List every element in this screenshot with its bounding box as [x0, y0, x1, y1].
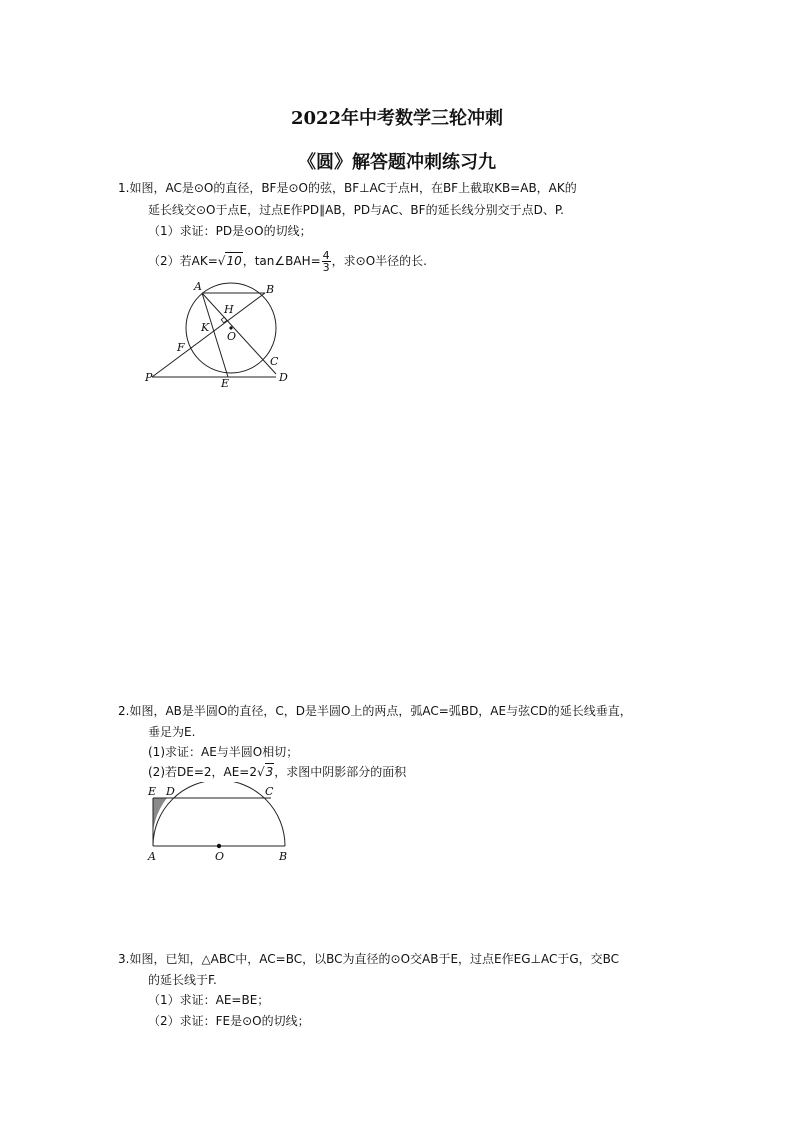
q1-fraction — [322, 250, 331, 273]
q1-label-p: P — [145, 371, 153, 384]
q3-part2: （2）求证：FE是⊙O的切线； — [148, 1014, 310, 1028]
q1-figure — [140, 278, 300, 390]
q1-part2-text-a: （2）若AK= — [148, 254, 218, 268]
q1-line-bp — [152, 293, 265, 377]
q1-part2 — [148, 250, 427, 273]
q1-label-d: D — [279, 371, 288, 384]
page-subtitle: 《圆》解答题冲刺练习九 — [298, 152, 496, 173]
q2-label-b: B — [279, 850, 288, 863]
q2-part1: (1)求证：AE与半圆O相切； — [148, 745, 299, 759]
q2-label-o: O — [215, 850, 225, 863]
q1-part2-text-c: ，求⊙O半径的长. — [331, 254, 427, 268]
q2-center-dot — [217, 844, 221, 848]
q1-sqrt-radicand: 10 — [226, 254, 242, 268]
q1-label-e: E — [221, 377, 230, 390]
q3-line2: 的延长线于F. — [148, 973, 217, 987]
q2-part2-text-a: (2)若DE=2，AE= — [148, 765, 250, 779]
q2-label-d: D — [166, 785, 175, 798]
q3-part1: （1）求证：AE=BE； — [148, 993, 270, 1007]
q2-line2: 垂足为E. — [148, 725, 196, 739]
q1-label-c: C — [270, 355, 279, 368]
q2-line1: 2.如图，AB是半圆O的直径，C，D是半圆O上的两点，弧AC=弧BD，AE与弦CD的延长线垂直， — [118, 704, 632, 718]
sqrt-icon: √ — [217, 254, 226, 268]
q1-label-b: B — [266, 283, 275, 296]
q2-shaded-region — [153, 798, 167, 846]
sqrt-icon: √ — [257, 765, 265, 779]
q2-coef: 2 — [249, 765, 257, 779]
q3-line1: 3.如图，已知，△ABC中，AC=BC，以BC为直径的⊙O交AB于E，过点E作EG⊥AC于G，交BC — [118, 952, 620, 966]
q2-figure — [140, 782, 300, 866]
q1-label-f: F — [177, 341, 185, 354]
q1-line2: 延长线交⊙O于点E，过点E作PD∥AB，PD与AC、BF的延长线分别交于点D、P. — [148, 203, 564, 217]
q1-label-o: O — [227, 330, 237, 343]
q2-label-a: A — [148, 850, 156, 863]
q2-label-e: E — [148, 785, 157, 798]
q2-part2 — [148, 763, 406, 780]
q1-line1: 1.如图，AC是⊙O的直径，BF是⊙O的弦，BF⊥AC于点H，在BF上截取KB=AB，AK的 — [118, 181, 577, 195]
q2-sqrt — [257, 763, 274, 780]
q1-fraction-num: 4 — [322, 249, 330, 262]
q1-fraction-den: 3 — [322, 261, 330, 274]
q1-label-a: A — [194, 280, 202, 293]
q2-label-c: C — [265, 785, 274, 798]
page-title: 2022年中考数学三轮冲刺 — [290, 108, 504, 129]
q1-sqrt — [218, 252, 243, 269]
q1-label-h: H — [224, 303, 234, 316]
q1-part1: （1）求证：PD是⊙O的切线； — [148, 224, 312, 238]
q1-label-k: K — [201, 321, 210, 334]
q2-sqrt-radicand: 3 — [265, 765, 274, 779]
q2-part2-text-b: ，求图中阴影部分的面积 — [274, 765, 407, 779]
q1-part2-text-b: ，tan∠BAH= — [242, 254, 321, 268]
q1-diameter-ac — [202, 293, 276, 374]
